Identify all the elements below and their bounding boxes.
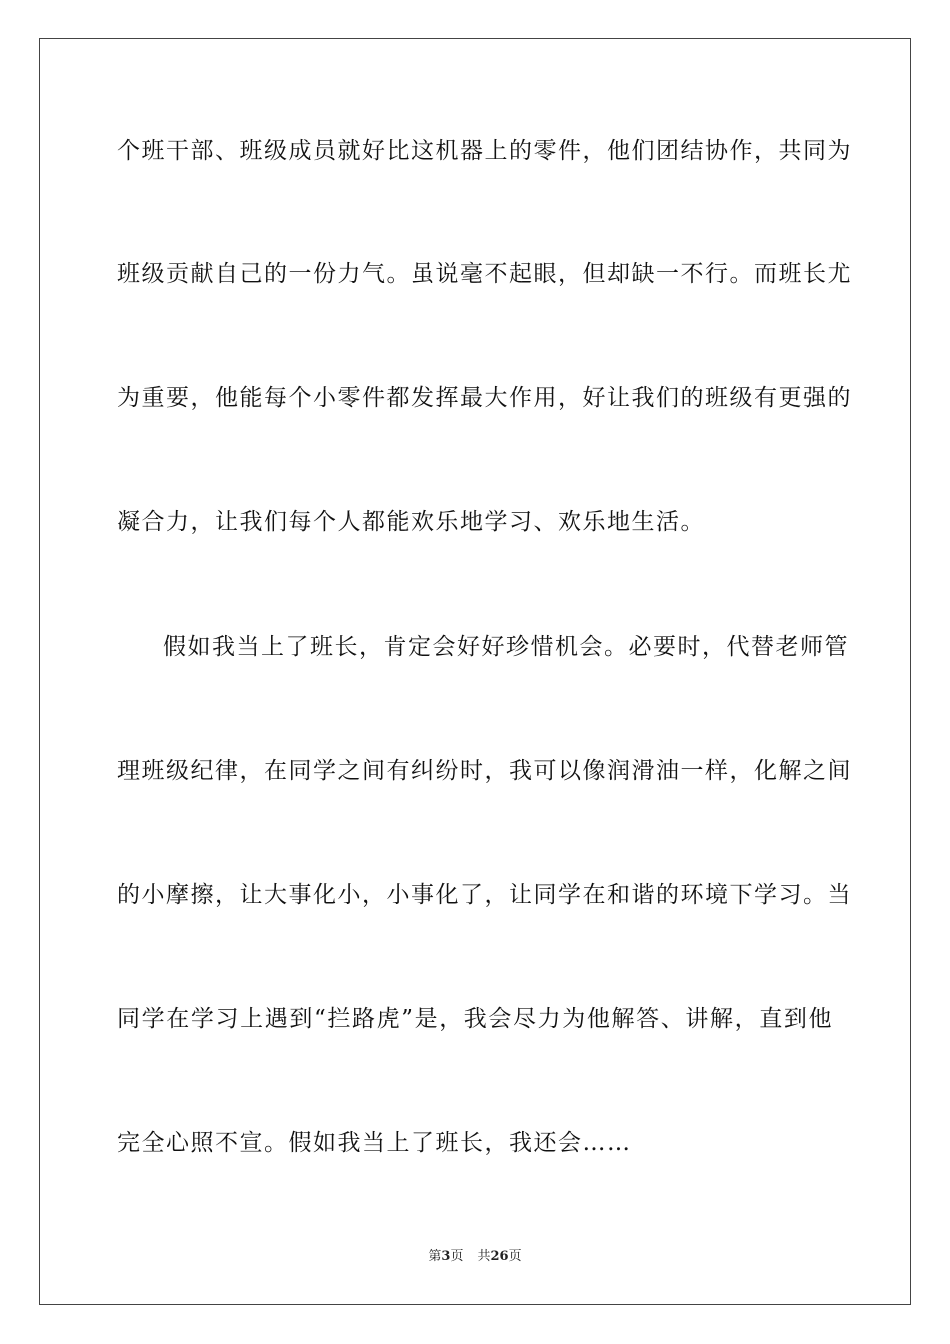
paragraph-line: 完全心照不宣。假如我当上了班长，我还会…… [117, 1130, 632, 1156]
page-label-suffix: 页 [450, 1249, 464, 1264]
paragraph-line: 的小摩擦，让大事化小，小事化了，让同学在和谐的环境下学习。当 [117, 882, 852, 908]
page-border [39, 38, 911, 1305]
paragraph-line: 个班干部、班级成员就好比这机器上的零件，他们团结协作，共同为 [117, 138, 852, 164]
paragraph-line: 假如我当上了班长，肯定会好好珍惜机会。必要时，代替老师管 [163, 634, 849, 660]
page-footer [0, 1248, 950, 1266]
total-label-suffix: 页 [508, 1249, 522, 1264]
paragraph-line: 凝合力，让我们每个人都能欢乐地学习、欢乐地生活。 [117, 509, 705, 535]
paragraph-line: 理班级纪律，在同学之间有纠纷时，我可以像润滑油一样，化解之间 [117, 758, 852, 784]
page-number: 3 [441, 1249, 451, 1264]
paragraph-line: 同学在学习上遇到“拦路虎”是，我会尽力为他解答、讲解，直到他 [117, 1006, 833, 1032]
paragraph-line: 为重要，他能每个小零件都发挥最大作用，好让我们的班级有更强的 [117, 385, 852, 411]
paragraph-line: 班级贡献自己的一份力气。虽说毫不起眼，但却缺一不行。而班长尤 [117, 261, 852, 287]
total-pages: 26 [490, 1249, 509, 1264]
page-label-prefix: 第 [428, 1249, 442, 1264]
total-label-prefix: 共 [477, 1249, 491, 1264]
